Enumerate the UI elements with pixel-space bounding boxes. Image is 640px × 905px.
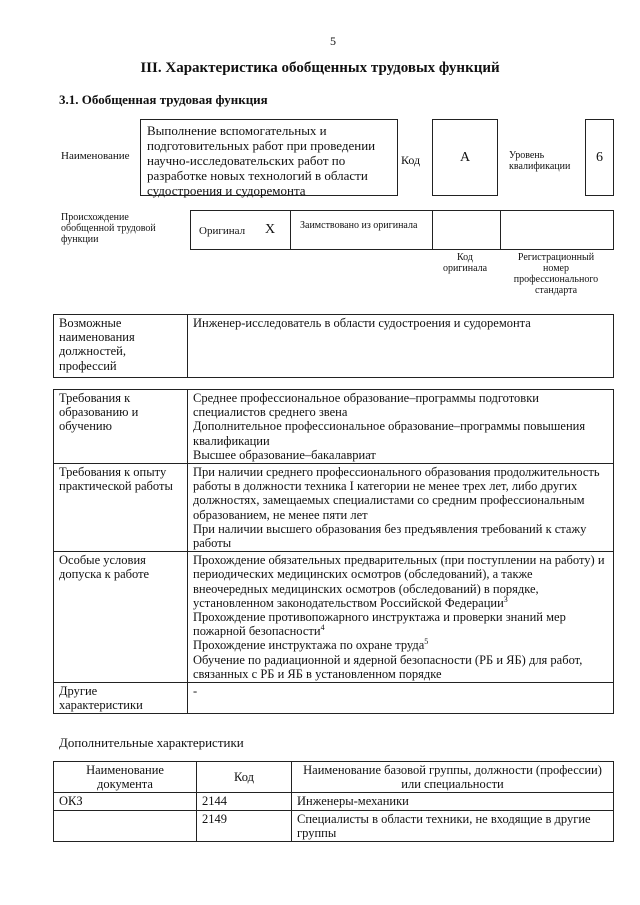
code-box xyxy=(432,119,498,196)
condition-line: Прохождение противопожарного инструктажа и проверки знаний мер пожарной безопасности xyxy=(193,610,566,639)
table-cell: Инженеры-механики xyxy=(292,793,614,810)
original-mark: X xyxy=(265,222,276,237)
level-label: Уровень квалификации xyxy=(509,150,571,172)
footnote-mark: 3 xyxy=(503,594,508,604)
other-label: Другие характеристики xyxy=(54,683,188,714)
page-number: 5 xyxy=(330,34,336,48)
positions-value: Инженер-исследователь в области судостроения и судоремонта xyxy=(188,315,614,378)
special-conditions-label: Особые условия допуска к работе xyxy=(54,552,188,683)
special-conditions-value xyxy=(188,552,614,683)
experience-line: При наличии среднего профессионального образования продолжительность работы в должности техника I категории не менее трех лет, либо других должностях, замещаемых специалистами со средним профессиональным образованием, не менее пяти лет xyxy=(193,465,600,522)
header-document: Наименование документа xyxy=(54,762,197,793)
additional-title: Дополнительные характеристики xyxy=(59,735,244,750)
education-value xyxy=(188,390,614,464)
education-line: Среднее профессиональное образование–программы подготовки специалистов среднего звена xyxy=(193,391,539,420)
experience-label: Требования к опыту практической работы xyxy=(54,464,188,552)
code-original-caption: Код оригинала xyxy=(442,252,488,274)
borrowed-label: Заимствовано из оригинала xyxy=(300,220,418,231)
experience-line: При наличии высшего образования без предъявления требований к стажу работы xyxy=(193,521,587,551)
education-line: Дополнительное профессиональное образование–программы повышения квалификации xyxy=(193,419,586,448)
table-cell: Специалисты в области техники, не входящие в другие группы xyxy=(292,810,614,841)
function-name-box xyxy=(140,119,398,196)
positions-table xyxy=(53,314,614,378)
footnote-mark: 5 xyxy=(424,637,429,647)
positions-label: Возможные наименования должностей, профессий xyxy=(54,315,188,378)
subsection-title: 3.1. Обобщенная трудовая функция xyxy=(59,92,268,107)
table-cell: 2149 xyxy=(197,810,292,841)
condition-line: Прохождение инструктажа по охране труда xyxy=(193,638,425,653)
level-box xyxy=(585,119,614,196)
experience-value xyxy=(188,464,614,552)
reg-number-caption: Регистрационный номер профессионального стандарта xyxy=(513,252,599,296)
condition-line: Прохождение обязательных предварительных (при поступлении на работу) и периодических медицинских осмотров (обследований), а также внеочередных медицинских осмотров (обследований) в порядке, установленном законодательством Российской Федерации xyxy=(193,553,605,610)
table-cell: 2144 xyxy=(197,793,292,810)
header-code: Код xyxy=(197,762,292,793)
requirements-table xyxy=(53,389,614,714)
header-group: Наименование базовой группы, должности (профессии) или специальности xyxy=(292,762,614,793)
other-value: - xyxy=(188,683,614,714)
level-value: 6 xyxy=(596,150,603,165)
condition-line: Обучение по радиационной и ядерной безопасности (РБ и ЯБ) для работ, связанных с РБ и ЯБ в установленном порядке xyxy=(193,652,583,681)
name-label: Наименование xyxy=(61,150,130,162)
function-name: Выполнение вспомогательных и подготовительных работ при проведении научно-исследовательских работ по разработке новых технологий в области судостроения и судоремонта xyxy=(147,123,376,198)
table-cell xyxy=(54,810,197,841)
table-cell: ОКЗ xyxy=(54,793,197,810)
origin-label: Происхождение обобщенной трудовой функции xyxy=(61,212,156,245)
education-label: Требования к образованию и обучению xyxy=(54,390,188,464)
code-value: А xyxy=(459,150,471,165)
section-title: III. Характеристика обобщенных трудовых функций xyxy=(140,60,500,76)
footnote-mark: 4 xyxy=(320,623,325,633)
code-label: Код xyxy=(401,153,421,167)
original-label: Оригинал xyxy=(199,225,246,237)
additional-table xyxy=(53,761,614,842)
education-line: Высшее образование–бакалавриат xyxy=(193,447,376,462)
